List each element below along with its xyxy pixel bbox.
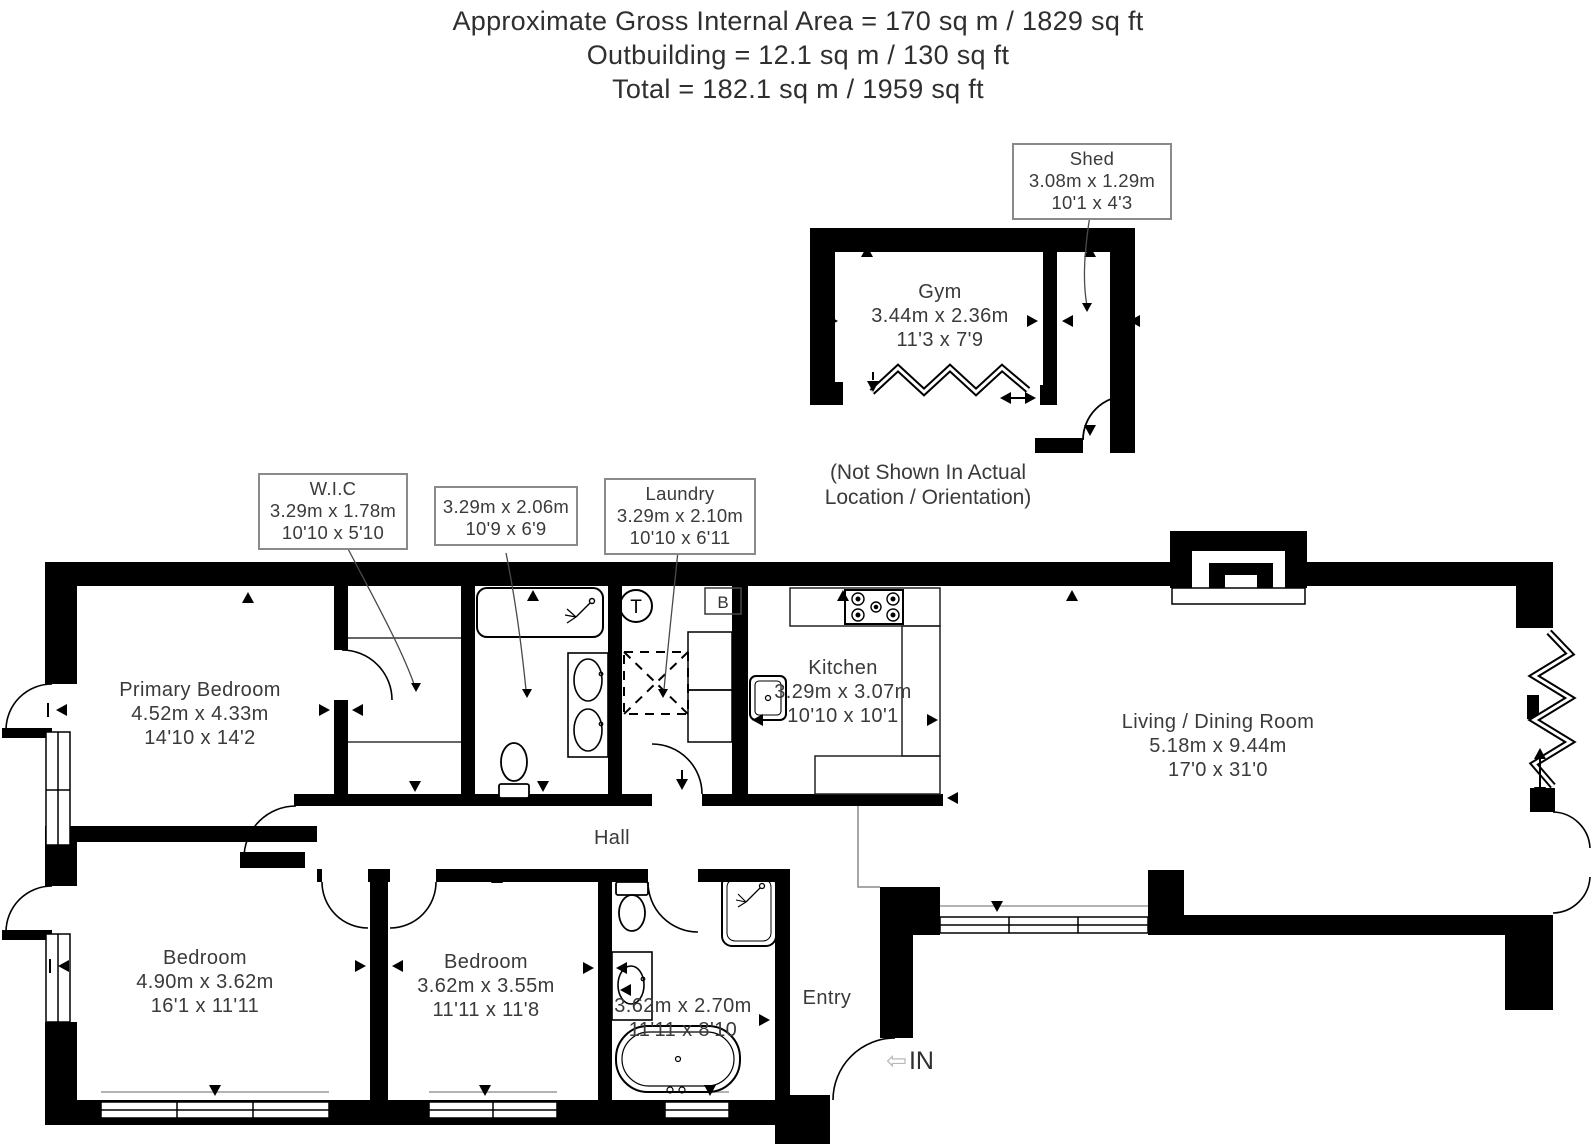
upper-bathroom-fixtures [477, 588, 608, 798]
title-total-area: Approximate Gross Internal Area = 170 sq m / 1829 sq ft [452, 6, 1144, 36]
bedroom-middle-door [390, 882, 436, 928]
hall-label: Hall [593, 827, 631, 849]
laundry-imperial: 10'10 x 6'11 [629, 527, 731, 548]
bedroom-left-door [322, 882, 368, 928]
shed-imperial: 10'1 x 4'3 [1051, 192, 1133, 213]
lower-bathroom-label: 3.62m x 2.70m 11'11 x 8'10 [614, 995, 752, 1041]
bay-door-primary [6, 684, 52, 730]
shed-name: Shed [1069, 148, 1115, 169]
bedroom-left-label: Bedroom 4.90m x 3.62m 16'1 x 11'11 [136, 947, 274, 1017]
page-title [452, 4, 1143, 106]
wic-shelves [348, 638, 461, 742]
laundry-door [652, 744, 702, 794]
title-outbuilding-area: Outbuilding = 12.1 sq m / 130 sq ft [586, 40, 1010, 70]
primary-bedroom-label: Primary Bedroom 4.52m x 4.33m 14'10 x 14'2 [119, 679, 281, 749]
fireplace-chimney [1170, 531, 1307, 604]
french-doors [1553, 812, 1590, 913]
shed-callout [1012, 143, 1172, 220]
windows [46, 732, 1148, 1118]
living-dining-label: Living / Dining Room 5.18m x 9.44m 17'0 x 31'0 [1121, 711, 1315, 781]
entry-direction-text: IN [908, 1047, 934, 1075]
outbuilding-note: (Not Shown In Actual Location / Orientation) [824, 461, 1032, 509]
entry-in-label [886, 1046, 934, 1076]
lower-bathroom-door [648, 882, 698, 932]
living-folding-door [1534, 632, 1570, 798]
wic-name: W.I.C [309, 478, 357, 499]
kitchen-label: Kitchen 3.29m x 3.07m 10'10 x 10'1 [774, 657, 912, 727]
shower [722, 874, 776, 946]
hall-living-boundary-line [858, 806, 880, 887]
upper-bathroom-callout [434, 486, 578, 546]
entry-direction-arrow-icon: ⇦ [886, 1047, 907, 1075]
bay-door-bedroom [6, 886, 52, 932]
gym-bifold-door [872, 368, 1036, 404]
wic-door [342, 650, 392, 700]
laundry-name: Laundry [645, 483, 715, 504]
stove [845, 590, 903, 624]
wic-imperial: 10'10 x 5'10 [281, 522, 385, 543]
title-grand-total: Total = 182.1 sq m / 1959 sq ft [612, 74, 984, 104]
upper-bathroom-metric: 3.29m x 2.06m [442, 496, 570, 517]
wic-callout [258, 473, 408, 550]
appliance-space-dashed [624, 652, 688, 714]
tumble-dryer-letter: T [630, 597, 642, 618]
upper-bathroom-imperial: 10'9 x 6'9 [465, 518, 547, 539]
entry-label: Entry [802, 987, 852, 1009]
bedroom-middle-label: Bedroom 3.62m x 3.55m 11'11 x 11'8 [417, 951, 555, 1021]
laundry-callout [604, 478, 756, 555]
wic-metric: 3.29m x 1.78m [269, 500, 397, 521]
boiler-letter: B [717, 593, 729, 612]
lower-bathroom-fixtures [612, 874, 776, 1093]
laundry-metric: 3.29m x 2.10m [616, 505, 744, 526]
gym-label: Gym 3.44m x 2.36m 11'3 x 7'9 [871, 281, 1009, 351]
shed-metric: 3.08m x 1.29m [1028, 170, 1156, 191]
